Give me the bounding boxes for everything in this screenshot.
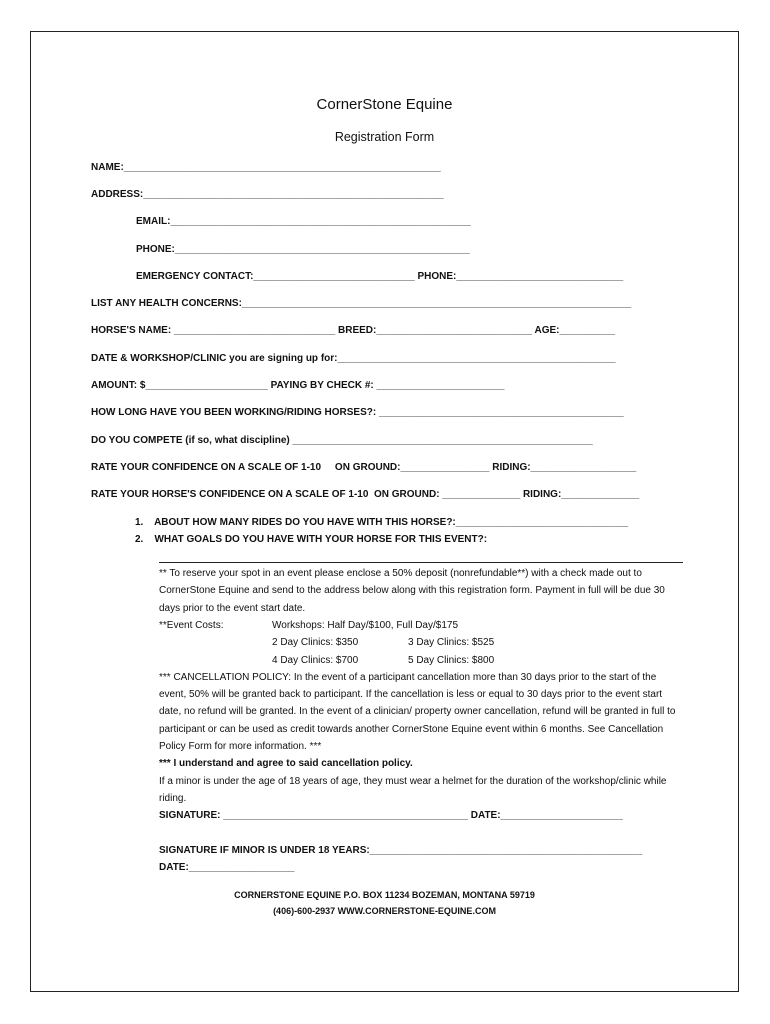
experience-field[interactable]: HOW LONG HAVE YOU BEEN WORKING/RIDING HORSES?: ____________________________________________: [91, 407, 624, 418]
amount-field[interactable]: AMOUNT: $______________________ PAYING BY CHECK #: _______________________: [91, 380, 505, 391]
workshop-costs: Workshops: Half Day/$100, Full Day/$175: [272, 619, 459, 631]
goals-question: 2. WHAT GOALS DO YOU HAVE WITH YOUR HORSE FOR THIS EVENT?:: [135, 534, 488, 545]
name-field[interactable]: NAME:_________________________________________________________: [91, 162, 441, 173]
emergency-contact-field[interactable]: EMERGENCY CONTACT:_____________________________ PHONE:______________________________: [136, 271, 624, 282]
page-title: CornerStone Equine: [316, 96, 453, 113]
minor-date-field[interactable]: DATE:___________________: [159, 861, 295, 873]
three-day-cost: 3 Day Clinics: $525: [408, 636, 495, 648]
event-costs: [159, 617, 679, 669]
cancellation-policy: *** CANCELLATION POLICY: In the event of a participant cancellation more than 30 days prior to the start of the event, 50% will be granted back to participant. If the cancellation is less or equal to 30 days prior to the event start date, no refund will be granted. In the event of a clinician/ property owner cancellation, refund will be granted in full to participant or can be used as credit towards another CornerStone Equine event within 6 months. See Cancellation Policy Form for more information. ***: [159, 671, 679, 753]
signature-field[interactable]: SIGNATURE: ____________________________________________ DATE:______________________: [159, 810, 623, 822]
compete-field[interactable]: DO YOU COMPETE (if so, what discipline) ______________________________________________________: [91, 435, 593, 446]
rides-question-field[interactable]: 1. ABOUT HOW MANY RIDES DO YOU HAVE WITH THIS HORSE?:_______________________________: [135, 517, 629, 528]
footer-contact: (406)-600-2937 WWW.CORNERSTONE-EQUINE.COM: [273, 906, 496, 916]
registration-form-page: [30, 31, 739, 992]
email-field[interactable]: EMAIL:______________________________________________________: [136, 216, 471, 227]
two-day-cost: 2 Day Clinics: $350: [272, 636, 359, 648]
five-day-cost: 5 Day Clinics: $800: [408, 654, 495, 666]
phone-field[interactable]: PHONE:_____________________________________________________: [136, 244, 470, 255]
goals-answer-line[interactable]: [159, 562, 683, 563]
workshop-field[interactable]: DATE & WORKSHOP/CLINIC you are signing up for:__________________________________________________: [91, 353, 616, 364]
footer-address: CORNERSTONE EQUINE P.O. BOX 11234 BOZEMAN, MONTANA 59719: [234, 890, 535, 900]
page-subtitle: Registration Form: [334, 130, 435, 144]
helmet-note: If a minor is under the age of 18 years of age, they must wear a helmet for the duration of the workshop/clinic while riding.: [159, 775, 670, 804]
confidence-field[interactable]: RATE YOUR CONFIDENCE ON A SCALE OF 1-10 ON GROUND:________________ RIDING:___________________: [91, 462, 637, 473]
four-day-cost: 4 Day Clinics: $700: [272, 654, 359, 666]
horse-confidence-field[interactable]: RATE YOUR HORSE'S CONFIDENCE ON A SCALE OF 1-10 ON GROUND: ______________ RIDING:______________: [91, 489, 640, 500]
horse-info-field[interactable]: HORSE'S NAME: _____________________________ BREED:____________________________ AGE:__________: [91, 325, 616, 336]
policy-section: [159, 565, 679, 876]
agree-statement: *** I understand and agree to said cancellation policy.: [159, 758, 413, 770]
minor-signature-field[interactable]: SIGNATURE IF MINOR IS UNDER 18 YEARS:_________________________________________________: [159, 844, 643, 856]
address-field[interactable]: ADDRESS:______________________________________________________: [91, 189, 444, 200]
health-concerns-field[interactable]: LIST ANY HEALTH CONCERNS:______________________________________________________________________: [91, 298, 632, 309]
event-costs-label: **Event Costs:: [159, 619, 224, 631]
deposit-note: ** To reserve your spot in an event please enclose a 50% deposit (nonrefundable**) with a check made out to CornerStone Equine and send to the address below along with this registration form. Payment in full will be due 30 days prior to the event start date.: [159, 568, 668, 614]
